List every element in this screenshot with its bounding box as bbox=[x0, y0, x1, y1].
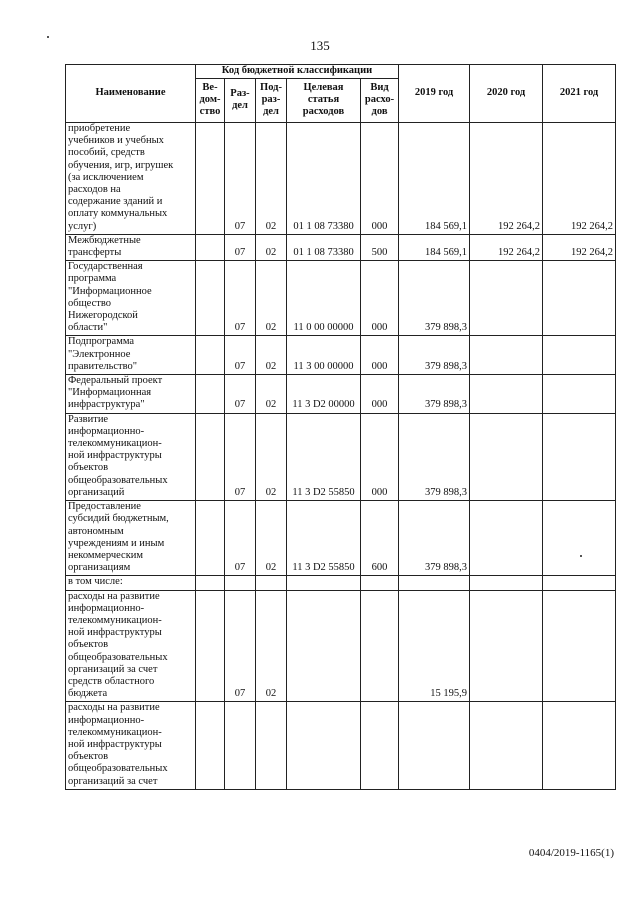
cell-podrazdel bbox=[256, 702, 287, 789]
cell-y2021 bbox=[543, 576, 616, 590]
cell-podrazdel: 02 bbox=[256, 336, 287, 375]
cell-y2020 bbox=[470, 413, 543, 500]
cell-y2019: 379 898,3 bbox=[399, 501, 470, 576]
cell-razdel: 07 bbox=[225, 123, 256, 235]
header-vid: Вид расхо- дов bbox=[361, 79, 399, 123]
cell-y2019: 184 569,1 bbox=[399, 123, 470, 235]
cell-vid: 000 bbox=[361, 261, 399, 336]
cell-ved bbox=[196, 576, 225, 590]
header-name: Наименование bbox=[66, 65, 196, 123]
cell-y2019: 379 898,3 bbox=[399, 336, 470, 375]
cell-y2019 bbox=[399, 576, 470, 590]
header-code-group: Код бюджетной классификации bbox=[196, 65, 399, 79]
cell-razdel: 07 bbox=[225, 261, 256, 336]
cell-y2019: 379 898,3 bbox=[399, 261, 470, 336]
budget-table bbox=[65, 64, 616, 790]
cell-vid: 500 bbox=[361, 234, 399, 260]
cell-podrazdel bbox=[256, 576, 287, 590]
cell-podrazdel: 02 bbox=[256, 501, 287, 576]
cell-target: 11 3 D2 55850 bbox=[287, 501, 361, 576]
cell-ved bbox=[196, 590, 225, 702]
row-name-cell: приобретение учебников и учебных пособий, средств обучения, игр, игрушек (за исключением расходов на содержание зданий и оплату коммунальных услуг) bbox=[66, 123, 196, 235]
cell-target bbox=[287, 590, 361, 702]
cell-podrazdel: 02 bbox=[256, 261, 287, 336]
cell-target: 01 1 08 73380 bbox=[287, 234, 361, 260]
header-2020: 2020 год bbox=[470, 65, 543, 123]
page-number: 135 bbox=[310, 38, 330, 53]
table-row bbox=[66, 234, 616, 260]
cell-razdel: 07 bbox=[225, 336, 256, 375]
cell-podrazdel: 02 bbox=[256, 413, 287, 500]
cell-ved bbox=[196, 234, 225, 260]
cell-y2020 bbox=[470, 501, 543, 576]
row-name-cell: Государственная программа "Информационное общество Нижегородской области" bbox=[66, 261, 196, 336]
cell-podrazdel: 02 bbox=[256, 123, 287, 235]
cell-target bbox=[287, 702, 361, 789]
cell-razdel bbox=[225, 702, 256, 789]
cell-razdel: 07 bbox=[225, 501, 256, 576]
cell-y2021 bbox=[543, 590, 616, 702]
cell-podrazdel: 02 bbox=[256, 234, 287, 260]
table-row bbox=[66, 702, 616, 789]
header-2019: 2019 год bbox=[399, 65, 470, 123]
header-ved: Ве- дом- ство bbox=[196, 79, 225, 123]
row-name-cell: в том числе: bbox=[66, 576, 196, 590]
cell-vid bbox=[361, 590, 399, 702]
cell-y2019: 379 898,3 bbox=[399, 375, 470, 414]
table-row bbox=[66, 501, 616, 576]
cell-vid: 000 bbox=[361, 413, 399, 500]
scan-speck bbox=[580, 555, 582, 557]
header-target: Целевая статья расходов bbox=[287, 79, 361, 123]
cell-target: 11 3 D2 00000 bbox=[287, 375, 361, 414]
table-row bbox=[66, 123, 616, 235]
cell-vid bbox=[361, 702, 399, 789]
cell-y2019: 15 195,9 bbox=[399, 590, 470, 702]
cell-ved bbox=[196, 702, 225, 789]
table-row bbox=[66, 336, 616, 375]
cell-y2020 bbox=[470, 375, 543, 414]
cell-vid: 600 bbox=[361, 501, 399, 576]
header-razdel: Раз- дел bbox=[225, 79, 256, 123]
cell-y2020: 192 264,2 bbox=[470, 123, 543, 235]
cell-podrazdel: 02 bbox=[256, 375, 287, 414]
table-row bbox=[66, 413, 616, 500]
cell-y2020 bbox=[470, 576, 543, 590]
cell-vid bbox=[361, 576, 399, 590]
cell-ved bbox=[196, 123, 225, 235]
cell-y2019: 184 569,1 bbox=[399, 234, 470, 260]
scan-speck bbox=[47, 36, 49, 38]
cell-podrazdel: 02 bbox=[256, 590, 287, 702]
cell-target: 01 1 08 73380 bbox=[287, 123, 361, 235]
row-name-cell: Предоставление субсидий бюджетным, автономным учреждениям и иным некоммерческим организациям bbox=[66, 501, 196, 576]
cell-ved bbox=[196, 375, 225, 414]
cell-vid: 000 bbox=[361, 375, 399, 414]
cell-y2021 bbox=[543, 413, 616, 500]
cell-y2020: 192 264,2 bbox=[470, 234, 543, 260]
table-row bbox=[66, 261, 616, 336]
cell-ved bbox=[196, 413, 225, 500]
row-name-cell: расходы на развитие информационно- телекоммуникацион- ной инфраструктуры объектов общеобразовательных организаций за счет bbox=[66, 702, 196, 789]
cell-y2021: 192 264,2 bbox=[543, 234, 616, 260]
cell-y2021 bbox=[543, 261, 616, 336]
cell-razdel: 07 bbox=[225, 234, 256, 260]
cell-ved bbox=[196, 336, 225, 375]
cell-razdel: 07 bbox=[225, 413, 256, 500]
cell-target bbox=[287, 576, 361, 590]
row-name-cell: Развитие информационно- телекоммуникацион- ной инфраструктуры объектов общеобразовательных организаций bbox=[66, 413, 196, 500]
cell-target: 11 3 00 00000 bbox=[287, 336, 361, 375]
cell-target: 11 0 00 00000 bbox=[287, 261, 361, 336]
cell-y2021 bbox=[543, 501, 616, 576]
table-row bbox=[66, 375, 616, 414]
cell-y2019: 379 898,3 bbox=[399, 413, 470, 500]
cell-y2020 bbox=[470, 336, 543, 375]
cell-razdel: 07 bbox=[225, 375, 256, 414]
row-name-cell: Федеральный проект "Информационная инфраструктура" bbox=[66, 375, 196, 414]
cell-ved bbox=[196, 501, 225, 576]
cell-y2021 bbox=[543, 375, 616, 414]
cell-ved bbox=[196, 261, 225, 336]
cell-vid: 000 bbox=[361, 336, 399, 375]
cell-target: 11 3 D2 55850 bbox=[287, 413, 361, 500]
cell-y2021 bbox=[543, 336, 616, 375]
cell-y2019 bbox=[399, 702, 470, 789]
document-code: 0404/2019-1165(1) bbox=[528, 847, 614, 859]
header-podrazdel: Под- раз- дел bbox=[256, 79, 287, 123]
cell-y2021 bbox=[543, 702, 616, 789]
cell-y2020 bbox=[470, 261, 543, 336]
row-name-cell: Межбюджетные трансферты bbox=[66, 234, 196, 260]
table-row bbox=[66, 576, 616, 590]
cell-razdel: 07 bbox=[225, 590, 256, 702]
cell-razdel bbox=[225, 576, 256, 590]
cell-y2020 bbox=[470, 590, 543, 702]
row-name-cell: Подпрограмма "Электронное правительство" bbox=[66, 336, 196, 375]
table-row bbox=[66, 590, 616, 702]
cell-y2020 bbox=[470, 702, 543, 789]
cell-vid: 000 bbox=[361, 123, 399, 235]
header-2021: 2021 год bbox=[543, 65, 616, 123]
row-name-cell: расходы на развитие информационно- телекоммуникацион- ной инфраструктуры объектов общеобразовательных организаций за счет средств областного бюджета bbox=[66, 590, 196, 702]
cell-y2021: 192 264,2 bbox=[543, 123, 616, 235]
